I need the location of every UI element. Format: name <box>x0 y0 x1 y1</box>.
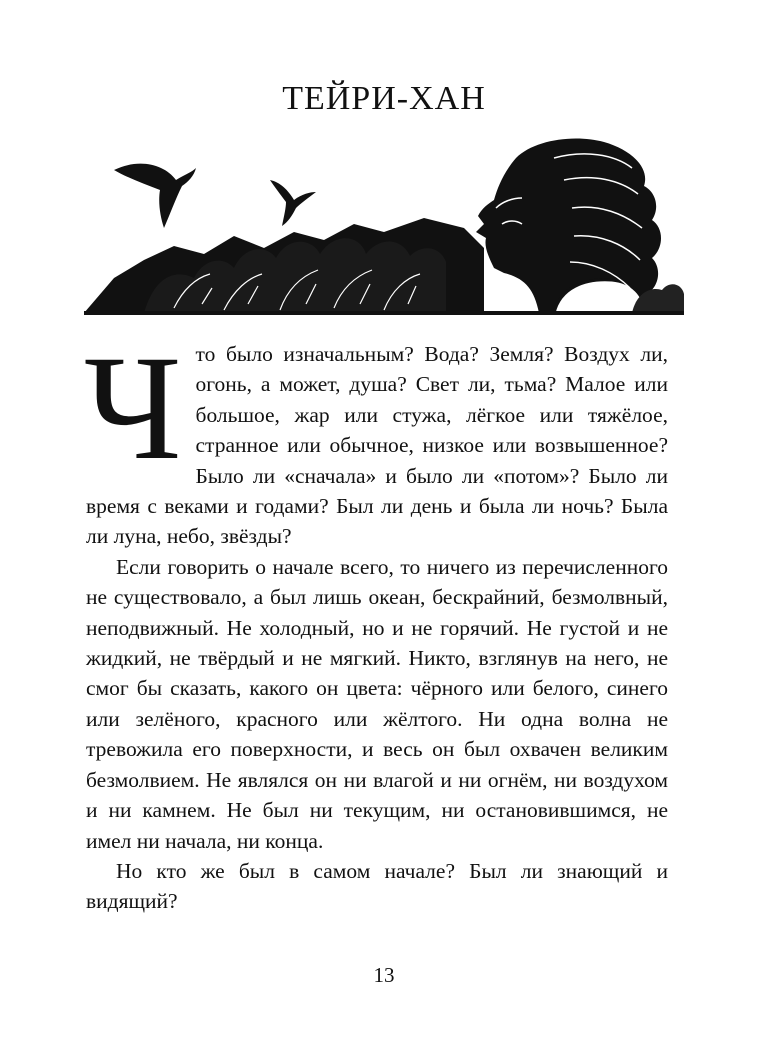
paragraph-3: Но кто же был в самом начале? Был ли знающий и видящий? <box>86 858 668 914</box>
page-number: 13 <box>373 963 395 987</box>
chapter-title: ТЕЙРИ-ХАН <box>282 80 486 117</box>
paragraph-2: Если говорить о начале всего, то ничего из перечисленного не существовало, а был лишь океан, бескрайний, безмолвный, неподвижный. Не холодный, но и не горячий. Не густой и не жидкий, не твёрдый и не мягкий. Никто, взглянув на него, не смог бы сказать, какого он цвета: чёрного или белого, синего или зелёного, красного или жёлтого. Ни одна волна не тревожила его поверхности, и весь он был охвачен великим безмолвием. Не являлся он ни влагой и ни огнём, ни воздухом и ни камнем. Не был ни текущим, ни остановившимся, не имел ни начала, ни конца. <box>86 554 668 853</box>
drop-cap: Ч <box>84 325 182 491</box>
chapter-illustration <box>84 128 684 318</box>
chapter-body <box>84 325 668 917</box>
paragraph-1 <box>84 325 668 552</box>
eagle-bird-icon <box>114 164 196 228</box>
small-bird-icon <box>270 180 316 226</box>
paragraph-1-text: то было изначальным? Вода? Земля? Воздух ли, огонь, а может, душа? Свет ли, тьма? Малое или большое, жар или стужа, лёгкое или тяжёлое, странное или обычное, низкое или возвышенное? Было ли «сначала» и было ли «потом»? Было ли время с веками и годами? Был ли день и была ли ночь? Была ли луна, небо, звёзды? <box>86 342 668 549</box>
tengri-khan-portrait <box>476 139 661 313</box>
